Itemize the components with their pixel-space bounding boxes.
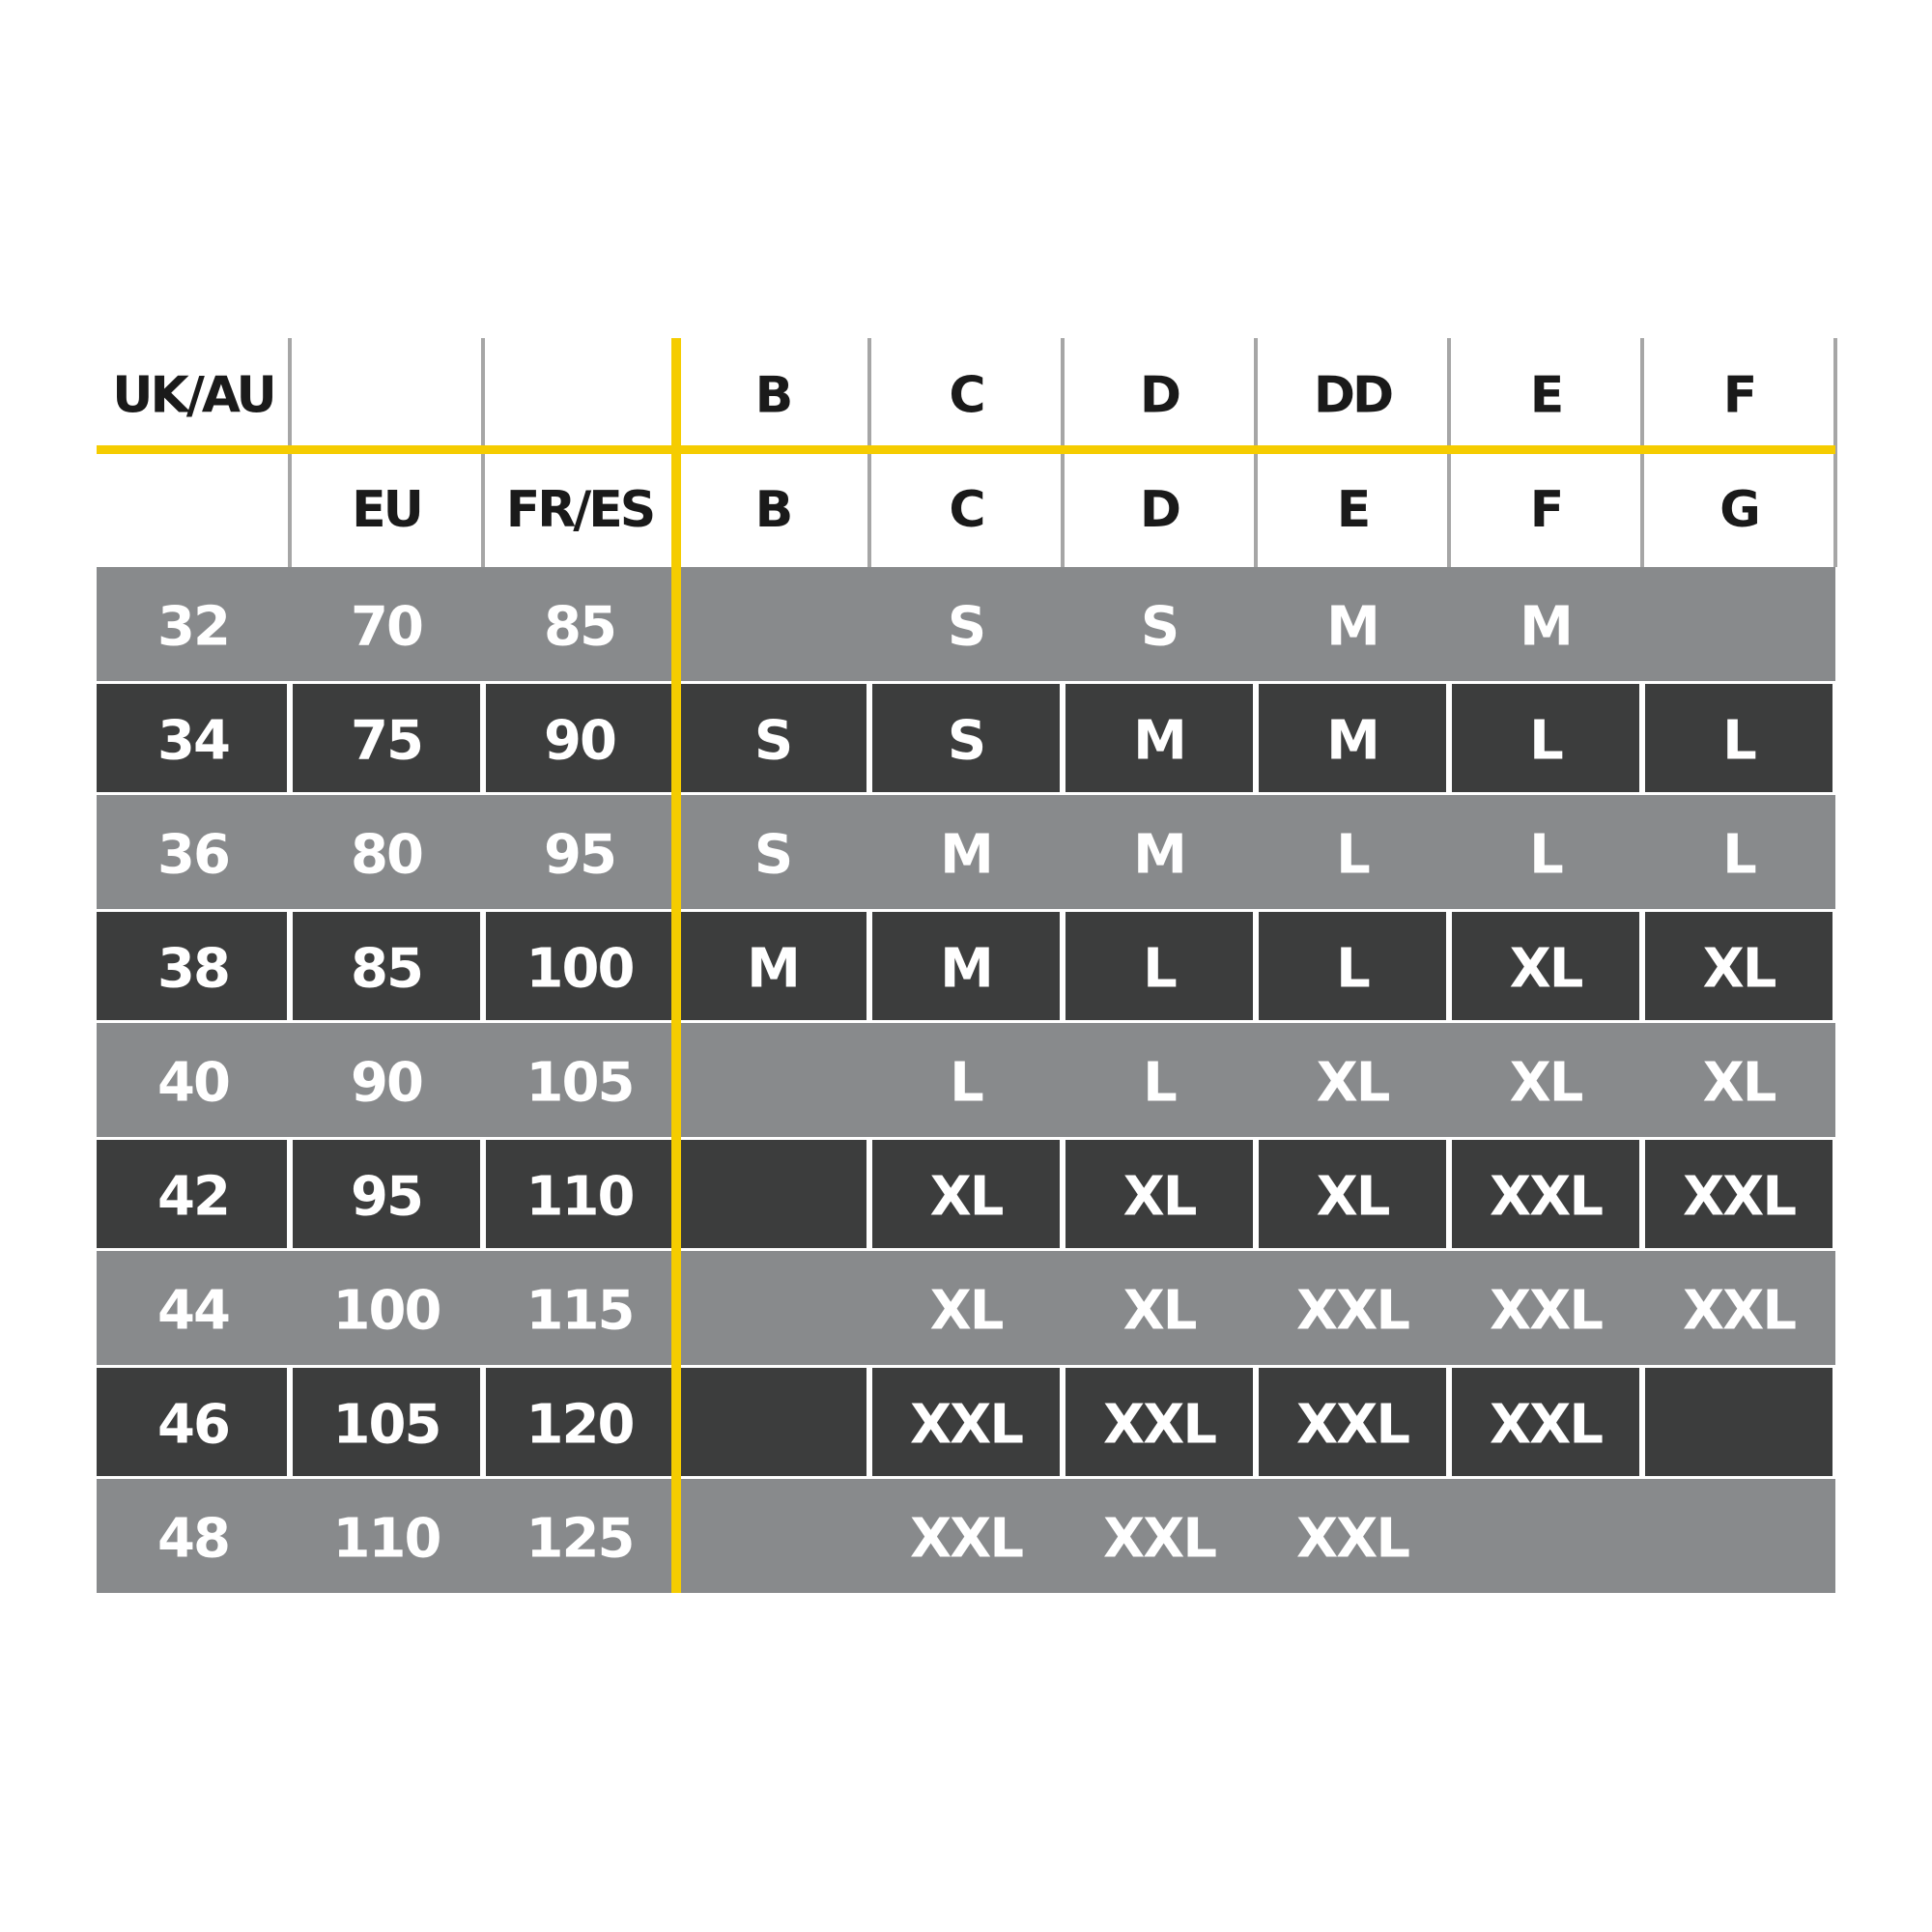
cell-value: S (753, 823, 792, 887)
cell-value: M (1520, 595, 1572, 659)
header-2-eu: EU (352, 481, 421, 539)
header-2-b: B (754, 481, 791, 539)
yellow-vertical-divider (671, 338, 681, 1593)
cell-value: M (1133, 823, 1185, 887)
cell-value: XL (929, 1279, 1003, 1343)
cell-value: 70 (351, 595, 422, 659)
cell-value: XL (1702, 1051, 1776, 1115)
header-2-c: C (949, 481, 983, 539)
cell-value: 105 (332, 1393, 440, 1457)
cell-value: 110 (332, 1507, 440, 1571)
row-cell-dark (679, 1368, 867, 1476)
cell-value: XXL (1102, 1507, 1216, 1571)
cell-value: 80 (351, 823, 422, 887)
cell-value: L (1722, 709, 1755, 773)
cell-value: 48 (157, 1507, 229, 1571)
cell-value: 75 (351, 709, 422, 773)
yellow-horizontal-divider (97, 445, 1835, 454)
cell-value: 32 (157, 595, 229, 659)
cell-value: 105 (526, 1051, 634, 1115)
header-2-fr-es: FR/ES (505, 481, 654, 539)
cell-value: 85 (351, 937, 422, 1001)
cell-value: XL (1702, 937, 1776, 1001)
cell-value: XL (1122, 1279, 1196, 1343)
header-2-g: G (1719, 481, 1758, 539)
cell-value: 36 (157, 823, 229, 887)
cell-value: L (950, 1051, 982, 1115)
header-1-f: F (1722, 366, 1755, 425)
cell-value: M (1326, 709, 1378, 773)
cell-value: XXL (1295, 1393, 1409, 1457)
cell-value: 90 (544, 709, 615, 773)
cell-value: 100 (332, 1279, 440, 1343)
cell-value: L (1529, 823, 1562, 887)
cell-value: XL (1122, 1165, 1196, 1229)
cell-value: 95 (544, 823, 615, 887)
header-1-dd: DD (1313, 366, 1392, 425)
header-1-e: E (1529, 366, 1562, 425)
cell-value: 42 (157, 1165, 229, 1229)
cell-value: L (1336, 823, 1369, 887)
cell-value: XXL (1489, 1165, 1603, 1229)
cell-value: XXL (1295, 1279, 1409, 1343)
cell-value: 95 (351, 1165, 422, 1229)
cell-value: 125 (526, 1507, 634, 1571)
cell-value: L (1529, 709, 1562, 773)
cell-value: 34 (157, 709, 229, 773)
cell-value: S (1140, 595, 1179, 659)
cell-value: XL (929, 1165, 1003, 1229)
cell-value: 115 (526, 1279, 634, 1343)
cell-value: XXL (1295, 1507, 1409, 1571)
cell-value: 46 (157, 1393, 229, 1457)
cell-value: S (947, 595, 985, 659)
cell-value: 120 (526, 1393, 634, 1457)
cell-value: XXL (1489, 1279, 1603, 1343)
row-cell-dark (1645, 1368, 1833, 1476)
header-1-b: B (754, 366, 791, 425)
cell-value: S (947, 709, 985, 773)
cell-value: 38 (157, 937, 229, 1001)
cell-value: 90 (351, 1051, 422, 1115)
header-2-e: E (1336, 481, 1369, 539)
cell-value: XL (1509, 937, 1582, 1001)
header-2-d: D (1139, 481, 1179, 539)
cell-value: 44 (157, 1279, 229, 1343)
cell-value: XXL (1102, 1393, 1216, 1457)
row-cell-dark (679, 1140, 867, 1248)
cell-value: 100 (526, 937, 634, 1001)
cell-value: M (1133, 709, 1185, 773)
header-1-c: C (949, 366, 983, 425)
cell-value: XXL (1682, 1165, 1796, 1229)
cell-value: L (1722, 823, 1755, 887)
cell-value: M (940, 937, 992, 1001)
cell-value: 110 (526, 1165, 634, 1229)
cell-value: XL (1316, 1051, 1389, 1115)
cell-value: L (1336, 937, 1369, 1001)
cell-value: M (1326, 595, 1378, 659)
cell-value: 85 (544, 595, 615, 659)
cell-value: XL (1509, 1051, 1582, 1115)
header-2-f: F (1529, 481, 1562, 539)
cell-value: 40 (157, 1051, 229, 1115)
cell-value: M (940, 823, 992, 887)
cell-value: XL (1316, 1165, 1389, 1229)
cell-value: L (1143, 1051, 1176, 1115)
header-1-d: D (1139, 366, 1179, 425)
cell-value: L (1143, 937, 1176, 1001)
cell-value: XXL (1682, 1279, 1796, 1343)
cell-value: XXL (909, 1393, 1023, 1457)
cell-value: XXL (1489, 1393, 1603, 1457)
cell-value: S (753, 709, 792, 773)
header-1-uk-au: UK/AU (112, 366, 274, 425)
cell-value: XXL (909, 1507, 1023, 1571)
cell-value: M (747, 937, 799, 1001)
